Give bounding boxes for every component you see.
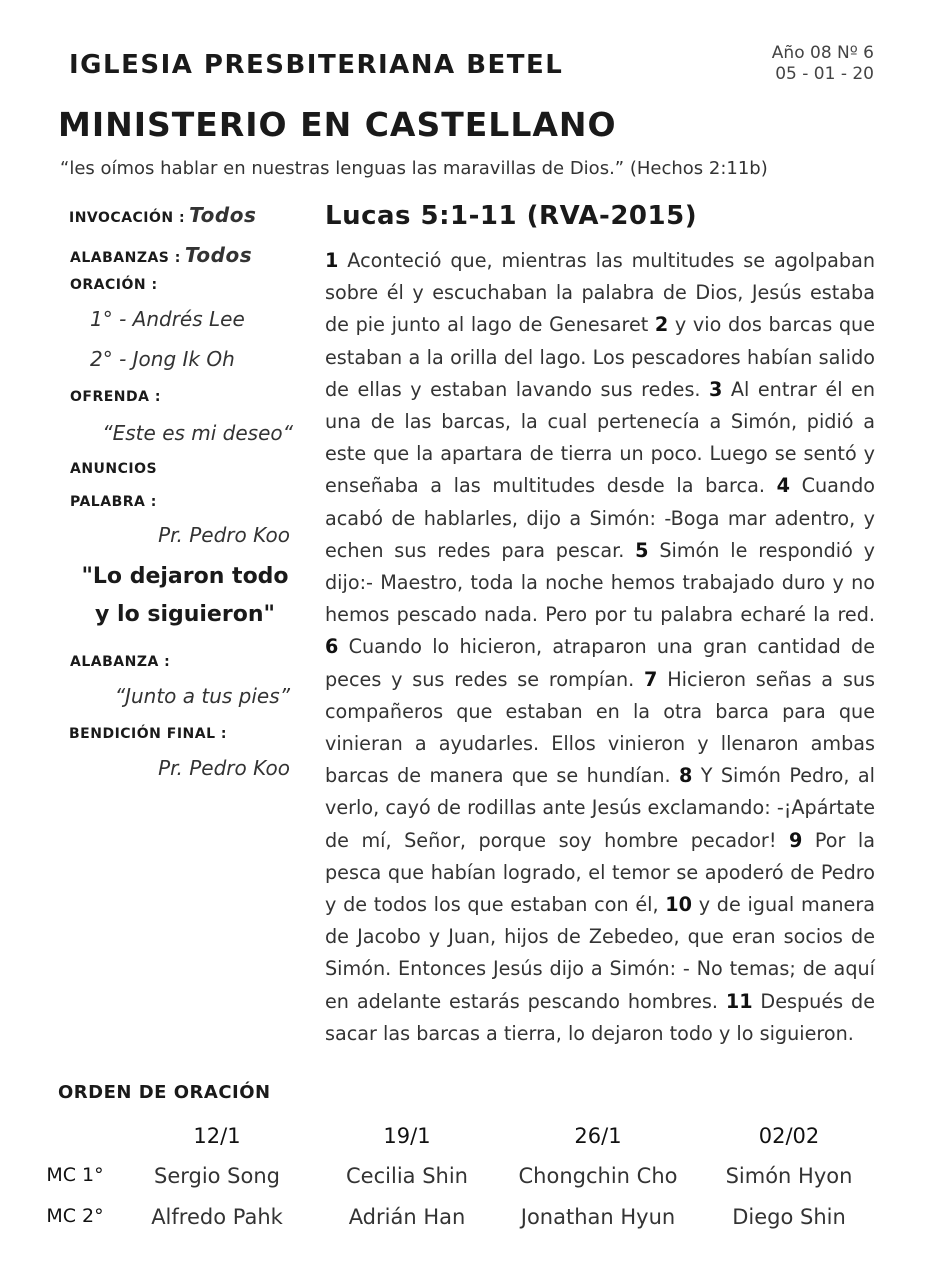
issue-date: 05 - 01 - 20 bbox=[775, 64, 874, 84]
prayer-row-label: MC 2° bbox=[46, 1205, 104, 1227]
verse-text: Aconteció que, mientras las multitudes se agolpaban sobre él y escuchaban la palabra de Dios, Jesús estaba de pie junto al lago de Genesaret bbox=[325, 249, 875, 337]
prayer-dates-row bbox=[0, 1124, 938, 1154]
prayer-name: Diego Shin bbox=[732, 1205, 846, 1229]
verse-number: 10 bbox=[665, 893, 692, 917]
prayer-date: 12/1 bbox=[193, 1124, 241, 1148]
prayer-date: 26/1 bbox=[574, 1124, 622, 1148]
bendicion-value: Pr. Pedro Koo bbox=[158, 756, 290, 780]
verse-number: 7 bbox=[644, 667, 658, 691]
alabanza-value: “Junto a tus pies” bbox=[114, 684, 290, 708]
issue-number: Año 08 Nº 6 bbox=[771, 43, 874, 63]
invocacion-value: Todos bbox=[189, 203, 257, 227]
alabanzas-label: ALABANZAS : bbox=[70, 250, 181, 266]
prayer-row-mc2 bbox=[0, 1205, 938, 1235]
alabanzas-row bbox=[70, 243, 252, 267]
verse-number: 11 bbox=[725, 989, 753, 1013]
reading-title: Lucas 5:1-11 (RVA-2015) bbox=[325, 201, 698, 231]
prayer-name: Simón Hyon bbox=[725, 1164, 853, 1188]
ofrenda-value: “Este es mi deseo“ bbox=[102, 421, 293, 445]
prayer-row-label: MC 1° bbox=[46, 1164, 104, 1186]
verse-number: 6 bbox=[325, 635, 339, 659]
verse-number: 3 bbox=[709, 377, 723, 401]
verse-text: y de igual manera de Jacobo y Juan, hijos de Zebedeo, que eran socios de Simón. Entonces Jesús dijo a Simón: - No temas; de aquí en adelante estarás pescando hombres. bbox=[325, 893, 876, 1013]
prayer-name: Alfredo Pahk bbox=[151, 1205, 283, 1229]
church-name: IGLESIA PRESBITERIANA BETEL bbox=[69, 50, 564, 80]
verse-text: Cuando acabó de hablarles, dijo a Simón: -Boga mar adentro, y echen sus redes para pescar. bbox=[325, 474, 875, 562]
palabra-label: PALABRA : bbox=[70, 494, 157, 510]
verse-text: Al entrar él en una de las barcas, la cual pertenecía a Simón, pidió a este que la apartara de tierra un poco. Luego se sentó y enseñaba a las multitudes desde la barca. bbox=[325, 377, 875, 498]
verse-number: 4 bbox=[776, 474, 790, 498]
issue-info bbox=[772, 43, 874, 85]
verse-number: 5 bbox=[635, 538, 649, 562]
verse-text: Por la pesca que habían logrado, el temor se apoderó de Pedro y de todos los que estaban con él, bbox=[325, 828, 875, 917]
prayer-name: Adrián Han bbox=[348, 1205, 466, 1229]
oracion-second: 2° - Jong Ik Oh bbox=[90, 347, 235, 371]
prayer-name: Cecilia Shin bbox=[346, 1164, 468, 1188]
verse-text: Hicieron señas a sus compañeros que estaban en la otra barca para que vinieran a ayudarles. Ellos vinieron y llenaron ambas barcas de manera que se hundían. bbox=[325, 667, 875, 788]
ofrenda-label: OFRENDA : bbox=[70, 389, 161, 405]
prayer-name: Jonathan Hyun bbox=[520, 1205, 676, 1229]
verse-text: Cuando lo hicieron, atraparon una gran cantidad de peces y sus redes se rompían. bbox=[325, 635, 875, 691]
alabanza-label: ALABANZA : bbox=[70, 654, 171, 670]
prayer-row-mc1 bbox=[0, 1164, 938, 1194]
sermon-title bbox=[60, 558, 310, 634]
prayer-name: Sergio Song bbox=[153, 1164, 281, 1188]
bendicion-label: BENDICIÓN FINAL : bbox=[69, 726, 227, 742]
alabanzas-value: Todos bbox=[184, 243, 253, 267]
prayer-name: Chongchin Cho bbox=[518, 1164, 678, 1188]
verse-number: 2 bbox=[654, 313, 669, 337]
ministry-title: MINISTERIO EN CASTELLANO bbox=[58, 105, 617, 144]
sermon-title-line1: "Lo dejaron todo bbox=[81, 564, 289, 589]
verse-text: Simón le respondió y dijo:- Maestro, toda la noche hemos trabajado duro y no hemos pescado nada. Pero por tu palabra echaré la red. bbox=[325, 538, 876, 627]
anuncios-label: ANUNCIOS bbox=[70, 461, 158, 477]
verse-text: Y Simón Pedro, al verlo, cayó de rodillas ante Jesús exclamando: -¡Apártate de mí, Señor, porque soy hombre pecador! bbox=[325, 764, 875, 852]
prayer-order-title: ORDEN DE ORACIÓN bbox=[58, 1082, 271, 1103]
sermon-title-line2: y lo siguieron" bbox=[95, 602, 275, 627]
oracion-label: ORACIÓN : bbox=[70, 277, 158, 293]
verse-text: Después de sacar las barcas a tierra, lo dejaron todo y lo siguieron. bbox=[325, 989, 875, 1045]
reading-text bbox=[325, 245, 875, 1050]
verse-number: 8 bbox=[679, 764, 693, 788]
invocacion-label: INVOCACIÓN : bbox=[69, 210, 186, 226]
invocacion-row bbox=[69, 203, 256, 227]
verse-text: y vio dos barcas que estaban a la orilla del lago. Los pescadores habían salido de ellas y estaban lavando sus redes. bbox=[325, 313, 875, 401]
verse-number: 9 bbox=[789, 828, 803, 852]
scripture-quote: “les oímos hablar en nuestras lenguas las maravillas de Dios.” (Hechos 2:11b) bbox=[60, 158, 768, 179]
verse-number: 1 bbox=[325, 249, 339, 272]
palabra-value: Pr. Pedro Koo bbox=[158, 523, 290, 547]
oracion-first: 1° - Andrés Lee bbox=[90, 307, 245, 331]
prayer-date: 19/1 bbox=[383, 1124, 431, 1148]
prayer-date: 02/02 bbox=[758, 1124, 820, 1148]
